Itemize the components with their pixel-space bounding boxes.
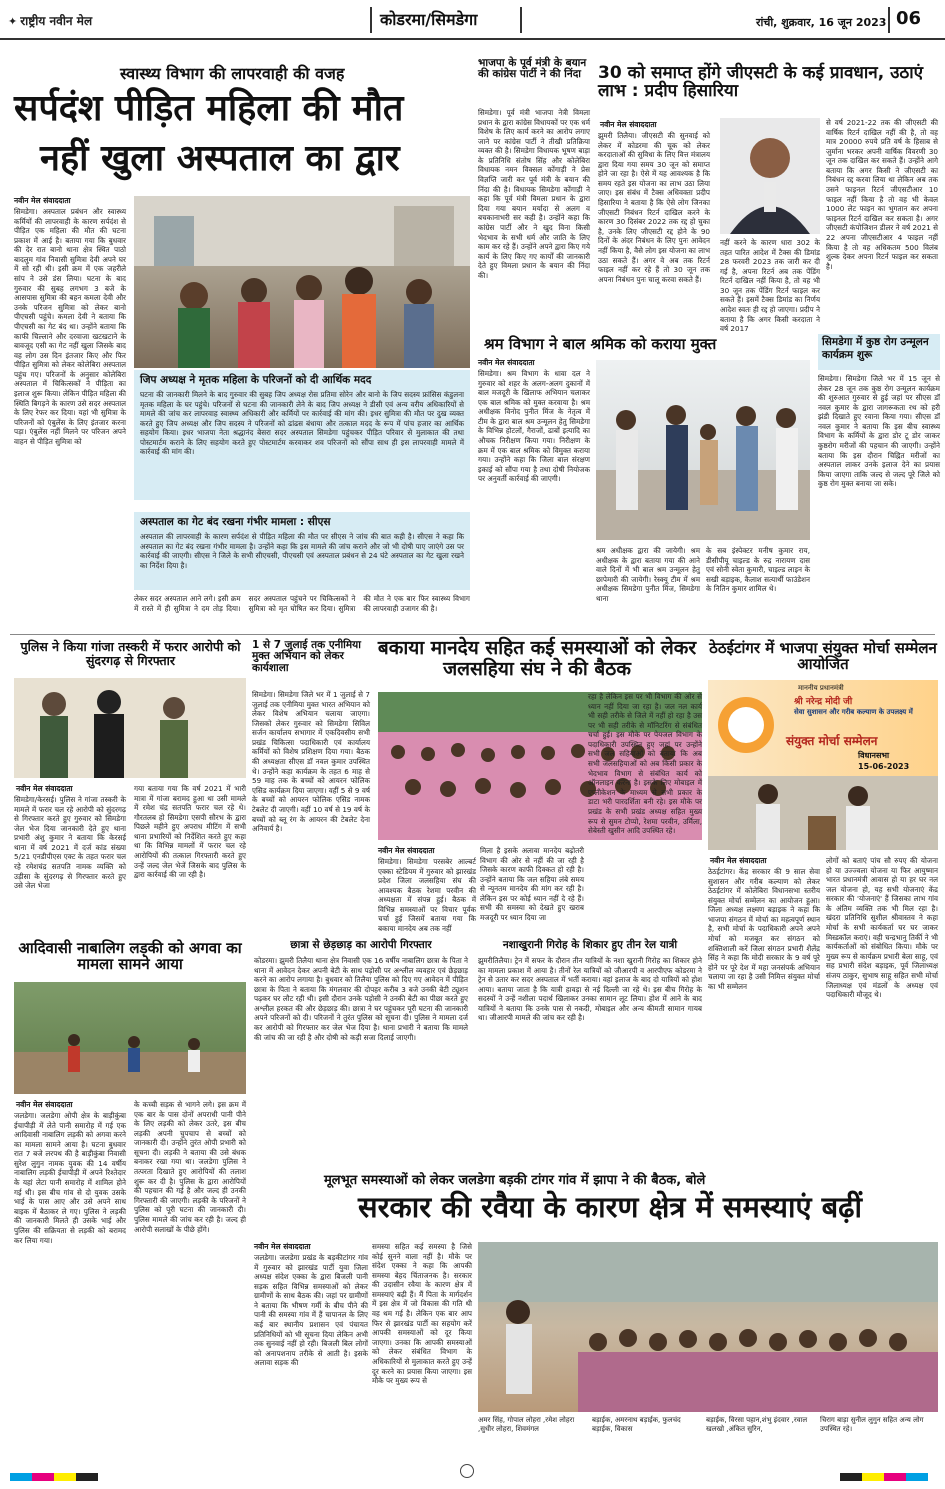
masthead-brand (8, 12, 92, 29)
bjp-col-2: लोगों को बताएं पांच सौ रुपए की योजना हो या उज्ज्वला योजना या फिर आयुष्मान भारत प्रधानमंत्री आवास हो या हर घर नल जल योजना हो, यह सभी योजनाएं केंद्र सरकार की 'योजनाएं' हैं जिसका लाभ गांव के अंतिम व्यक्ति तक भी मिल रहा है। खंदरा प्रतिनिधि सुशील श्रीवास्तव ने कहा मोर्चा के सभी कार्यकर्ता घर घर जाकर मिस्डकॉल कराएं। वही चन्द्रभानु तिर्की ने भी कार्यकर्ताओं को संबोधित किया। मौके पर मुख्य रूप से कार्यक्रम प्रभारी बेला साहू, एवं सह प्रभारी संदेश बड़ाइक, पूर्व जिलाध्यक्ष संजय ठाकुर, सुभाष साहू सहित सभी मोर्चा जिलाध्यक्ष एवं मंडलों के अध्यक्ष एवं पदाधिकारी मौजूद थे। (826, 856, 938, 1000)
banner-line-2: श्री नरेन्द्र मोदी जी (794, 697, 853, 707)
lead-photo-art (134, 196, 470, 368)
subhead-box (134, 512, 470, 590)
bjp-photo-art (708, 776, 938, 850)
lead-headline-2: नहीं खुला अस्पताल का द्वार (40, 138, 400, 179)
bjp-col-1: ठेठईटांगर। केंद्र सरकार की 9 साल सेवा सुशासन और गरीब कल्याण को लेकर ठेठईटांगर में कोलेबिरा विधानसभा स्तरीय संयुक्त मोर्चा सम्मेलन का आयोजन हुआ। जिला अध्यक्ष लक्ष्मण बड़ाइक ने कहा कि भाजपा संगठन में मोर्चा का महत्वपूर्ण स्थान है, सभी मोर्चा के पदाधिकारी अपने अपने मोर्चा को मजबूत कर संगठन को शक्तिशाली करें जिला संगठन प्रभारी शैलेंद्र सिंह ने कहा कि मोदी सरकार के 9 वर्ष पूरे होने पर पूरे देश में महा जनसंपर्क अभियान चलाया जा रहा है उसी निमित्त संयुक्त मोर्चा का भी सम्मेलन (708, 867, 820, 991)
bottom-col-1: जलडेगा। जलडेगा प्रखंड के बड़कीटांगर गांव में गुरुवार को झारखंड पार्टी युवा जिला अध्यक्ष संदेश एक्का के द्वारा बिजली पानी सड़क सहित विभिन्न समस्याओं को लेकर ग्रामीणों के साथ बैठक की। जहां पर ग्रामीणों ने बताया कि भीषण गर्मी के बीच पीने की पानी की समस्या गांव में हैं चापानल के लिए कई बार स्थानीय प्रशासन एवं पंचायत प्रतिनिधियों को भी सूचना दिया लेकिन अभी तक सुनवाई नहीं हो रही। बिजली बिल लोगों को अनापशनाप तरीके से आती है। इसके अलावा सड़क की (254, 1253, 368, 1368)
bottom-headline: सरकार की रवैया के कारण क्षेत्र में समस्याएं बढ़ीं (358, 1190, 862, 1224)
tribal-photo-art (14, 982, 246, 1094)
section-title: कोडरमा/सिमडेगा (380, 10, 478, 29)
banner-line-3: सेवा सुशासन और गरीब कल्याण के उपलक्ष्य में (794, 708, 913, 716)
ganja-byline: नवीन मेल संवाददाता (16, 784, 73, 793)
meeting-photo-art (478, 1242, 938, 1412)
header-divider (370, 7, 372, 33)
congress-headline: भाजपा के पूर्व मंत्री के बयान की कांग्रेस पार्टी ने की निंदा (478, 57, 587, 81)
anemia-headline: 1 से 7 जुलाई तक एनीमिया मुक्त अभियान को लेकर कार्यशाला (252, 639, 361, 674)
tribal-col-1: जलडेगा। जलडेगा ओपी क्षेत्र के बाड़ीकुंबा ईचापीड़ी में लेते पानी समारोह में गई एक आदिवासी नाबालिग लड़की को अगवा करने का मामला सामने आया है। घटना बुधवार रात 7 बजे लरपथ की है बाड़ीकुंबा निवासी सुरेश लुगुन नामक युवक की 14 वर्षीय नाबालिग लड़की ईचापीड़ी में अपने रिश्तेदार के यहां लेटा पानी समारोह में शामिल होने गई थी। इस बीच गांव से दो युवक उसके भाई के पास आए और उसे अपने साथ बाइक में बैठाकर ले गए। पुलिस ने लड़की की जानकारी मिलते ही उसके भाई और पुलिस की सक्रियता से लड़की को बरामद कर लिया गया। (14, 1111, 126, 1245)
leprosy-head-box (818, 334, 940, 370)
bottom-caption-4: चिराग बाड़ा सुनील लुगुन सहित अन्य लोग उपस्थित रहे। (820, 1416, 924, 1434)
section-rule (10, 634, 935, 635)
bottom-photo (478, 1242, 938, 1412)
gst-col-1: झुमरी तिलैया। जीएसटी की सुनवाई को लेकर में कोडरमा की चूक को लेकर करदाताओं की सुविधा के लिए वित्त मंत्रालय द्वारा दिया गया समय 30 जून को समाप्त होने जा रहा है। ऐसे में यह आवश्यक है कि समय रहते इस योजना का लाभ उठा लिया जाए। इस संबंध में टैक्स अधिवक्ता प्रदीप हिसारिया ने बताया है कि ऐसे लोग जिनका जीएसटी निबंधन रिटर्न दाखिल करने के कारण 30 दिसंबर 2022 तक रद्द हो चुका है, उनके लिए जीएसटी रद्द होने के 90 दिनों के अंदर निबंधन के लिए पुनः आवेदन नहीं किया है, वैसे लोग इस योजना का लाभ उठा सकते हैं। अगर वे अब तक रिटर्न फाइल नहीं कर रहे हैं तो 30 जून तक अपना निबंधन पुनः चालू करवा सकते हैं। (598, 131, 710, 284)
leprosy-body: सिमडेगा। सिमडेगा जिले भर में 15 जून से लेकर 28 जून तक कुष्ठ रोग उन्मूलन कार्यक्रम की शुरुआत गुरुवार से हुई जहां पर सीएस डॉ नवल कुमार के द्वारा जागरूकता रथ को हरी झंडी दिखाते हुए रवाना किया गया। सीएस डॉ नवल कुमार ने बताया कि इस बीच स्वास्थ्य विभाग के कर्मियों के द्वारा डोर टू डोर जाकर कुष्ठरोग मरीजों की पहचान की जाएगी। उन्होंने बताया कि इस दौरान चिह्नित मरीजों का अस्पताल लाकर उनके इलाज देने का प्रयास किया जाएगा ताकि जल्द से जल्द पूरे जिले को कुष्ठ रोग मुक्त बनाया जा सके। (818, 374, 940, 489)
caption-box (134, 370, 470, 500)
lead-byline: नवीन मेल संवाददाता (14, 196, 71, 205)
lead-body: सिमडेगा। अस्पताल प्रबंधन और स्वास्थ्य कर्मियों की लापरवाही के कारण सर्पदंश से पीड़ित एक महिला की मौत की घटना प्रकाश में आई है। बताया गया कि बुधवार की देर रात बानो थाना क्षेत्र स्थित पाठो बादलुम गांव निवासी सुमित्रा देवी अपने घर में सो रही थी। इसी क्रम में एक जहरीले सांप ने उसे डंस लिया। घटना के बाद गुरुवार की सुबह लगभग 3 बजे के आसपास सुमित्रा की बहन कमला देवी और उनके परिजन सुमित्रा को लेकर बानो पीएचसी पहुंचे। कमला देवी ने बताया कि पीएचसी का गेट बंद था। उन्होंने बताया कि काफी चिल्लाने और दरवाजा खटखटाने के बावजूद एसी का गेट नहीं खुला जिसके बाद वह लोग उस दिन इंतजार किए और फिर पीड़ित सुमित्रा को लेकर कोलेबिरा अस्पताल पहुंच गए। परिजनों के अनुसार कोलेबिरा अस्पताल में चिकित्सकों ने पीड़िता का इलाज शुरू किया। लेकिन पीड़ित महिला की स्थिति बिगड़ने के कारण उसे सदर अस्पताल के लिए रेफर कर दिया। यहां भी सुमित्रा के परिजनों को एंबुलेंस के लिए इंतजार करना पड़ा। एंबुलेंस नहीं मिलने पर परिजन अपने वाहन से पीड़ित सुमित्रा को (14, 207, 126, 446)
bottom-caption-1: अमर सिंह, गोपाल लोहरा ,रमेश लोहरा ,सुधीर लोहरा, शिवमंगल (478, 1416, 575, 1434)
subhead-body: अस्पताल की लापरवाही के कारण सर्पदंश से पीड़ित महिला की मौत पर सीएस ने जांच की बात कही है। सीएस ने कहा कि अस्पताल का गेट बंद रखना गंभीर मामला है। उन्होंने कहा कि इस मामले की जांच कराने और जो भी दोषी पाए जाएंगे उस पर कार्रवाई की जाएगी। सीएस ने जिले के सभी सीएचसी, पीएचसी एवं अस्पताल प्रबंधन से 24 घंटे अस्पताल का गेट खुला रखने का निर्देश दिया है। (140, 532, 464, 570)
brand-name: राष्ट्रीय नवीन मेल (20, 14, 93, 28)
banner-line-1: माननीय प्रधानमंत्री (798, 684, 844, 692)
gst-headline: 30 को समाप्त होंगे जीएसटी के कई प्रावधान, उठाएं लाभ : प्रदीप हिसारिया (598, 63, 924, 102)
anemia-body: सिमडेगा। सिमडेगा जिले भर में 1 जुलाई से 7 जुलाई तक एनीमिया मुक्त भारत अभियान को लेकर विशेष अभियान चलाया जाएगा। जिसको लेकर गुरुवार को सिमडेगा सिविल सर्जन कार्यालय सभागार में एकदिवसीय सभी प्रखंड चिकित्सा पदाधिकारी एवं कार्यालय कर्मियों को विशेष प्रशिक्षण दिया गया। बैठक की अध्यक्षता सीएस डॉ नवल कुमार उपस्थित थे। उन्होंने कहा कार्यक्रम के तहत 6 माह से 59 माह तक के बच्चों को आयरन फोलिक एसिड कार्यक्रम दिया जाएगा। वहीं 5 से 9 वर्ष के बच्चों को आयरन फोलिक एसिड नामक टेबलेट दी जाएगी। वहीं 10 वर्ष से 19 वर्ष के बच्चों को ब्लू रंग के आयरन की टेबलेट देना अनिवार्य है। (252, 690, 370, 834)
harassment-headline: छात्रा से छेड़छाड़ का आरोपी गिरफ्तार (290, 939, 432, 951)
jalsahiya-col-2: मिला है इसके अलावा मानदेय बढ़ोतरी विभाग की ओर से नहीं की जा रही है जिसके कारण काफी दिक्कत हो रही है। उन्होंने बताया कि जल सहिया लंबे समय से न्यूनतम मानदेय की मांग कर रही है। लेकिन इस पर कोई ध्यान नहीं दे रहे हैं। सभी की समस्या को देखते हुए खराब मजदूरी पर ध्यान दिया जा (480, 846, 584, 923)
tribal-byline: नवीन मेल संवाददाता (16, 1100, 73, 1109)
labour-photo-art (596, 360, 810, 540)
tribal-photo (14, 982, 246, 1094)
train-headline: नशाखुरानी गिरोह के शिकार हुए तीन रेल यात्री (502, 939, 678, 951)
portrait-art (720, 118, 820, 234)
ganja-headline: पुलिस ने किया गांजा तस्करी में फरार आरोपी को सुंदरगढ़ से गिरफ्तार (20, 639, 241, 668)
bird-logo-icon: ✦ (8, 15, 18, 28)
labour-headline: श्रम विभाग ने बाल श्रमिक को कराया मुक्त (484, 335, 717, 353)
page-header (0, 0, 945, 40)
bottom-col-2: समस्या सहित कई समस्या है जिसे कोई सुनने वाला नहीं है। मौके पर संदेश एक्का ने कहा कि आपकी समस्या बेहद चिंताजनक है। सरकार की उदासीन रवैया के कारण क्षेत्र में समस्याएं बढ़ी हैं। मैं पिता के मार्गदर्शन में इस क्षेत्र में जो विकास की गति थी वह थम गई है। लेकिन एक बार आप फिर से झारखंड पार्टी का सहयोग करें आपकी समस्याओं को दूर किया जाएगा। उनका कि आपकी समस्याओं को लेकर संबंधित विभाग के अधिकारियों से मुलाकात करते हुए उन्हें दूर करने का प्रयास किया जाएगा। इस मौके पर मुख्य रूप से (372, 1242, 472, 1386)
train-body: झुमरीतिलैया। ट्रेन में सफर के दौरान तीन यात्रियों के नशा खुरानी गिरोह का शिकार होने का मामला प्रकाश में आया है। तीनों रेल यात्रियों को जीआरपी व आरपीएफ कोडरमा ने ट्रेन से उतार कर सदर अस्पताल में भर्ती कराया। वहां इलाज के बाद दो यात्रियों को होश आया। बताया जाता है कि यात्री हावड़ा से नई दिल्ली जा रहे थे। इस बीच गिरोह के सदस्यों ने उन्हें नशीला पदार्थ खिलाकर उनका सामान लूट लिया। होश में आने के बाद यात्रियों ने बताया कि उनके पास से नकदी, मोबाइल और अन्य कीमती सामान गायब था। जीआरपी मामले की जांच कर रही है। (478, 956, 702, 1023)
header-divider (520, 7, 522, 33)
tribal-headline: आदिवासी नाबालिग लड़की को अगवा का मामला सामने आया (18, 939, 242, 974)
leprosy-headline: सिमडेगा में कुष्ठ रोग उन्मूलन कार्यक्रम शुरू (822, 336, 929, 361)
jalsahiya-byline: नवीन मेल संवाददाता (378, 846, 435, 855)
banner-line-4: संयुक्त मोर्चा सम्मेलन (786, 734, 878, 748)
gst-col-3: से वर्ष 2021-22 तक की जीएसटी की वार्षिक रिटर्न दाखिल नहीं की है, तो वह मात्र 20000 रुपये प्रति वर्ष के हिसाब से जुर्माना भरकर अपनी वार्षिक विवरणी 30 जून तक दाखिल कर सकते हैं। उन्होंने आगे बताया कि अगर किसी ने जीएसटी का निबंधन रद्द करवा लिया था लेकिन अब तक उसने फाइनल रिटर्न जीएसटीआर 10 फाइल नहीं किया है तो वह भी केवल 1000 लेट फाइन का भुगतान कर अपना फाइनल रिटर्न दाखिल कर सकता है। अगर जीएसटी कंपोजिशन डीलर ने वर्ष 2021 से 22 अपना जीएसटीआर 4 फाइल नहीं किया है तो वह अधिकतम 500 विलंब शुल्क देकर अपना रिटर्न फाइल कर सकता है। (826, 118, 938, 271)
header-divider (888, 7, 890, 33)
bjp-headline: ठेठईटांगर में भाजपा संयुक्त मोर्चा सम्मेलन आयोजित (709, 639, 937, 674)
jalsahiya-headline: बकाया मानदेय सहित कई समस्याओं को लेकर जलसहिया संघ ने की बैठक (377, 637, 697, 680)
tribal-col-2: के कच्ची सड़क से भागने लगे। इस क्रम में एक बार के पास दोनों अपराधी पानी पीने के लिए लड़की को लेकर उतरे, इस बीच लड़की अपनी चुपचाप से बच्चों को जानकारी दी। उन्होंने तुरंत ओपी प्रभारी को सूचना दी। लड़की ने बताया की उसे बंधक बनाकर रखा गया था। जलडेगा पुलिस ने तत्परता दिखाते हुए आरोपियों की तलाश शुरू कर दी है। पुलिस के द्वारा आरोपियों की पहचान की गई है और जल्द ही उनकी गिरफ्तारी की जाएगी। लड़की के परिजनों ने पुलिस को पूरी घटना की जानकारी दी। पुलिस मामले की जांच कर रही है। जल्द ही आरोपी सलाखों के पीछे होंगे। (134, 1100, 246, 1234)
bjp-photo (708, 680, 938, 850)
lead-kicker: स्वास्थ्य विभाग की लापरवाही की वजह (120, 64, 345, 83)
congress-body: सिमडेगा। पूर्व मंत्री भाजपा नेत्री विमला प्रधान के द्वारा कांग्रेस विधायकों पर एक धर्म विशेष के लिए कार्य करने का आरोप लगाए जाने पर कांग्रेस पार्टी ने तीखी प्रतिक्रिया व्यक्त की है। सिमडेगा विधायक भूषण बाड़ा के प्रतिनिधि संतोष सिंह और कोलेबिरा विधायक नमन विक्सल कोंगाड़ी ने प्रेस विज्ञप्ति जारी कर पूर्व मंत्री के बयान की निंदा की है। विधायक सिमडेगा कोंगाड़ी ने कहा कि पूर्व मंत्री विमला प्रधान के द्वारा दिया गया बयान मर्यादा से अलग व बचकानाभरी सर कही है। उन्होंने कहा कि कांग्रेस पार्टी और ने खुद विना किसी भेदभाव के सभी धर्म और जाति के लिए काम कर रहे हैं। उन्होंने अपने द्वारा किए गये कार्य के लिए किए गए कार्यों की जानकारी देते हुए विमला प्रधान के बयान की निंदा की। (478, 108, 590, 280)
registration-mark-icon (460, 1464, 474, 1478)
subhead-title: अस्पताल का गेट बंद रखना गंभीर मामला : सीएस (140, 516, 331, 528)
ganja-photo-art (14, 678, 246, 778)
dateline: रांची, शुक्रवार, 16 जून 2023 (756, 16, 887, 29)
labour-col-2: श्रम अधीक्षक द्वारा की जायेगी। श्रम अधीक्षक के द्वारा बताया गया की आने वाले दिनों में भी बाल श्रम उन्मूलन हेतु छापेमारी की जायेगी। रेस्क्यू टीम में श्रम अधीक्षक सिमडेगा पुनीत मिंज, सिमडेगा थाना (596, 546, 700, 603)
labour-byline: नवीन मेल संवाददाता (478, 358, 535, 367)
ganja-col-2: गया बताया गया कि वर्ष 2021 में भारी मात्रा में गांजा बरामद हुआ था उसी मामले में रमेश चंद्र सतपति फरार चल रहे थे। गौरतलब हो सिमडेगा एसपी सौरभ के द्वारा पिछले महीने हुए अपराध मीटिंग में सभी थाना प्रभारियों को निर्देशित करते हुए कहा था कि विभिन्न मामलों में फरार चल रहे आरोपियों की तत्काल गिरफ्तारी करते हुए उन्हें जल्द जेल भेजें जिसके बाद पुलिस के द्वारा कार्रवाई की जा रही है। (134, 784, 246, 880)
bottom-byline: नवीन मेल संवाददाता (254, 1242, 311, 1251)
banner-line-5: विधानसभा (858, 751, 890, 760)
labour-col-3: के सब इंस्पेक्टर मनीष कुमार राय, डीसीपीयू चाइल्ड के रुद्र नारायण दास एवं सोनी स्वेता कुमारी, चाइल्ड लाइन के सखी बड़ाइक, कैलाश सत्यार्थी फाउंडेशन के नितिन कुमार शामिल थे। (706, 546, 810, 594)
lotus-logo-icon (716, 690, 776, 760)
labour-photo (596, 360, 810, 540)
bjp-byline: नवीन मेल संवाददाता (710, 856, 767, 865)
lead-photo (134, 196, 470, 368)
color-bar (840, 1466, 928, 1485)
caption-body: घटना की जानकारी मिलने के बाद गुरुवार की सुबह जिप अध्यक्ष रोस प्रतिमा सोरेन और बानो के जिप सदस्य फ्रांसिस कंडुलना मृतक महिला के घर पहुंचे। परिजनों से घटना की जानकारी लेने के बाद जिप अध्यक्ष ने डीसी एवं अन्य वरीय अधिकारियों से मामले की जांच कर लापरवाह स्वास्थ्य अधिकारी और कर्मियों पर कार्रवाई की मांग की। इधर सुमित्रा की मौत पर दुख व्यक्त करते हुए जिप अध्यक्ष और जिप सदस्य ने परिजनों को ढांढस बंधाया और तत्काल मदद के रूप में पांच हजार का आर्थिक सहयोग किया। इधर भाजपा नेता श्रद्धानंद बेसरा सदर अस्पताल सिमडेगा पहुंचकर पीड़ित परिवार से मुलाकात की तथा पोस्टमार्टम कराने के लिए सहयोग करते हुए पोस्टमार्टम करवाकर शव परिजनों को सौंपा साथ ही इस लापरवाही मामले में कार्रवाई की मांग की। (140, 390, 464, 457)
caption-headline: जिप अध्यक्ष ने मृतक महिला के परिजनों को दी आर्थिक मदद (140, 374, 372, 386)
lead-headline-1: सर्पदंश पीड़ित महिला की मौत (14, 88, 404, 129)
labour-body: सिमडेगा। श्रम विभाग के धावा दल ने गुरुवार को शहर के अलग-अलग दुकानों में बाल मजदूरी के खिलाफ अभियान चलाकर एक बाल श्रमिक को मुक्त करवाया है। श्रम अधीक्षक विनोद पुनीत मिंज के नेतृत्व में टीम के द्वारा बाल श्रम उन्मूलन हेतु सिमडेगा के विभिन्न होटलों, गैराजों, ढाबों इत्यादि का औचक निरीक्षण किया गया। निरीक्षण के क्रम में एक बाल श्रमिक को विमुक्त कराया गया। उन्होंने कहा कि जिला बाल संरक्षण इकाई को सौंपा गया है तथा दोषी नियोजक पर अनुवर्ती कार्रवाई की जाएगी। (478, 369, 590, 484)
jalsahiya-col-3: रहा है लेकिन इस पर भी विभाग की ओर से ध्यान नहीं दिया जा रहा है। जल नल कार्य भी सही तरीके से जिले में नहीं हो रहा है उस पर भी सही तरीके से मॉनिटरिंग से संबंधित चर्चा हुई। इस मौके पर पेयजल विभाग के पदाधिकारी उपस्थित हुए जहां पर उन्होंने सभी जल सहियाओं को बताया कि अब सभी जलसहियाओं को अब किसी प्रकार के भेदभाव विभाग से संबंधित कार्य को ऑनलाइन करना है। इसके लिए मोबाइल में एप्लीकेशन के माध्यम से सभी प्रकार के डाटा भरी पारदर्शिता बनी रहे। इस मौके पर प्रखंड के सभी प्रखंड अध्यक्ष सहित मुख्य रूप से सुमन टोप्पो, रेशमा परवीन, उर्मिला, सेबेस्ती खुसीन आदि उपस्थित रहे। (588, 692, 702, 836)
ganja-photo (14, 678, 246, 778)
gst-portrait (720, 118, 820, 234)
lead-tail: लेकर सदर अस्पताल आने लगे। इसी क्रम में रास्ते में ही सुमित्रा ने दम तोड़ दिया। सदर अस्पताल पहुंचने पर चिकित्सकों ने सुमित्रा को मृत घोषित कर दिया। सुमित्रा की मौत ने एक बार फिर स्वास्थ्य विभाग की लापरवाही उजागर की है। (134, 594, 470, 613)
bottom-caption-2: बड़ाईक, अमरनाथ बड़ाईक, फुलचंद बड़ाईक, विकास (592, 1416, 681, 1434)
bottom-caption-3: बड़ाईक, विरसा पहान,शंभु इंदवार ,रवाल खलखो ,अंकित सुरिन, (706, 1416, 808, 1434)
banner (708, 680, 938, 776)
jalsahiya-col-1: सिमडेगा। सिमडेगा परसबेर आल्बर्ट एक्का स्टेडियम में गुरुवार को झारखंड प्रदेश जिला जलसहिया संघ की आवश्यक बैठक रेशमा परवीन की अध्यक्षता में संपन्न हुई। बैठक में विभिन्न समस्याओं पर विचार पूर्वक चर्चा हुई जिसमें बताया गया कि बकाया मानदेय अब तक नहीं (378, 857, 476, 934)
ganja-body: सिमडेगा/केरसई। पुलिस ने गांजा तस्करी के मामले में फरार चल रहे आरोपी को सुंदरगढ़ से गिरफ्तार करते हुए गुरुवार को सिमडेगा जेल भेज दिया जानकारी देते हुए थाना प्रभारी अंशु कुमार ने बताया कि केरसई थाना में वर्ष 2021 में दर्ज कांड संख्या 5/21 एनडीपीएस एक्ट के तहत फरार चल रहे रमेशचंद्र सतपति नामक व्यक्ति को उड़ीसा के सुंदरगढ़ से गिरफ्तार करते हुए उसे जेल भेजा (14, 795, 126, 891)
color-bar (10, 1466, 98, 1485)
banner-line-6: 15-06-2023 (858, 762, 910, 771)
page-number: 06 (896, 8, 922, 29)
gst-col-2: नहीं करने के कारण धारा 302 के तहत पारित आदेश में टैक्स की डिमांड 28 फरवरी 2023 तक जारी कर दी गई है, अपना रिटर्न अब तक पेंडिंग रिटर्न दाखिल नहीं किया है, तो वह भी 30 जून तक पेंडिंग रिटर्न फाइल कर सकते हैं। इसमें टैक्स डिमांड का निर्णय आदेश स्वतः ही रद्द हो जाएगा। प्रदीप ने बताया है कि अगर किसी करदाता ने वर्ष 2017 (720, 238, 820, 334)
harassment-body: कोडरमा। झुमरी तिलैया थाना क्षेत्र निवासी एक 16 वर्षीय नाबालिग छात्रा के पिता ने थाना में आवेदन देकर अपनी बेटी के साथ पड़ोसी पर अश्लील व्यवहार एवं छेड़छाड़ करने का आरोप लगाया है। बुधवार को तिलैया पुलिस को दिए गए आवेदन में पीड़ित छात्रा के पिता ने बताया कि मंगलवार की दोपहर करीब 3 बजे उनकी बेटी ट्यूशन पढ़कर घर लौट रही थी। इसी दौरान उनके पड़ोसी ने उनकी बेटी का पीछा करते हुए अश्लील हरकत की और छेड़छाड़ की। छात्रा ने घर पहुंचकर पूरी घटना की जानकारी अपने परिजनों को दी। परिजनों ने तुरंत पुलिस को सूचना दी। पुलिस ने मामला दर्ज कर आरोपी को गिरफ्तार कर जेल भेज दिया है। थाना प्रभारी ने बताया कि मामले की जांच की जा रही है और दोषी को कड़ी सजा दिलाई जाएगी। (254, 956, 468, 1042)
bottom-kicker: मूलभूत समस्याओं को लेकर जलडेगा बड़की टांगर गांव में झापा ने की बैठक, बोले (324, 1173, 706, 1188)
gst-byline: नवीन मेल संवाददाता (600, 120, 657, 129)
